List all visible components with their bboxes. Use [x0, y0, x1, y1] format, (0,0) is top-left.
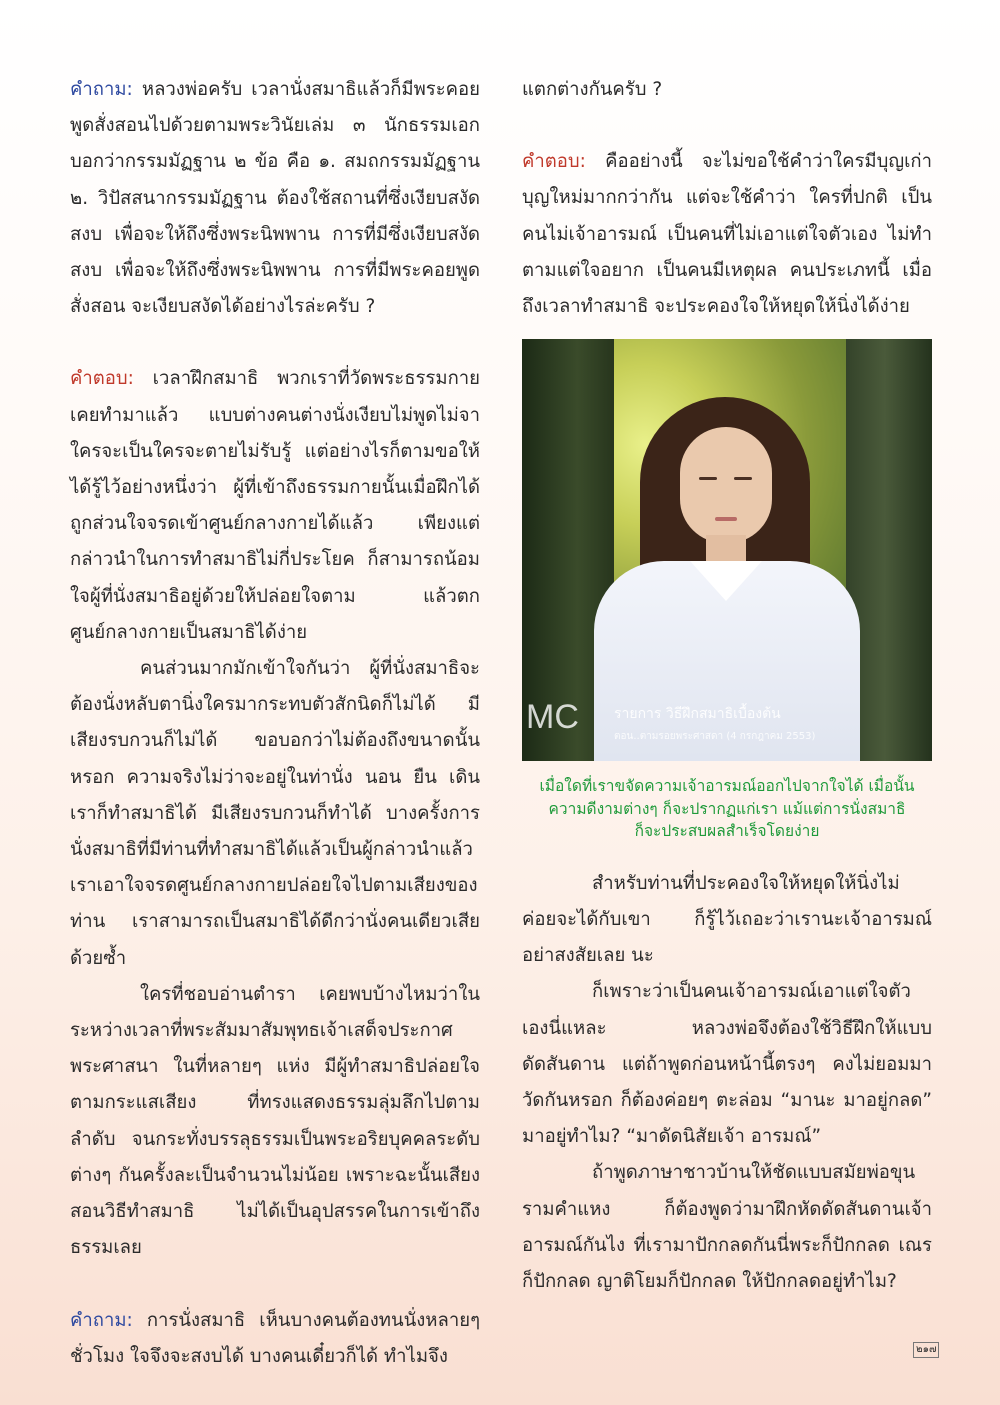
answer-2	[522, 144, 932, 325]
question-label: คำถาม:	[70, 79, 133, 100]
photo-watermark-subtitle: ตอน..ตามรอยพระศาสดา (4 กรกฎาคม 2553)	[614, 731, 816, 743]
paragraph: ถ้าพูดภาษาชาวบ้านให้ชัดแบบสมัยพ่อขุนรามคำแหง ก็ต้องพูดว่ามาฝึกหัดดัดสันดานเจ้าอารมณ์กันไง ที่เรามาปักกลดกันนี่พระก็ปักกลด เณรก็ปักกลด ญาติโยมก็ปักกลด ให้ปักกลดอยู่ทำไม?	[522, 1162, 932, 1292]
right-column	[522, 72, 932, 1300]
caption-line: ความดีงามต่างๆ ก็จะปรากฏแก่เรา แม้แต่การนั่งสมาธิ	[548, 799, 906, 818]
question-1	[70, 72, 480, 325]
photo-watermark-title: รายการ วิธีฝึกสมาธิเบื้องต้น	[614, 706, 781, 723]
caption-line: เมื่อใดที่เราขจัดความเจ้าอารมณ์ออกไปจากใจได้ เมื่อนั้น	[539, 777, 915, 796]
meditation-photo	[522, 339, 932, 761]
paragraph: สำหรับท่านที่ประคองใจให้หยุดให้นิ่งไม่ค่อยจะได้กับเขา ก็รู้ไว้เถอะว่าเรานะเจ้าอารมณ์ อย่าสงสัยเลย นะ	[522, 872, 932, 967]
answer-label: คำตอบ:	[70, 368, 134, 390]
answer-label: คำตอบ:	[522, 151, 586, 173]
paragraph: คนส่วนมากมักเข้าใจกันว่า ผู้ที่นั่งสมาธิจะต้องนั่งหลับตานิ่งใครมากระทบตัวสักนิดก็ไม่ได้ มีเสียงรบกวนก็ไม่ได้ ขอบอกว่าไม่ต้องถึงขนาดนั้นหรอก ความจริงไม่ว่าจะอยู่ในท่านั่ง นอน ยืน เดิน เราก็ทำสมาธิได้ มีเสียงรบกวนก็ทำได้ บางครั้งการนั่งสมาธิที่มีท่านที่ทำสมาธิได้แล้วเป็นผู้กล่าวนำแล้วเราเอาใจจรดศูนย์กลางกายปล่อยใจไปตามเสียงของท่าน เราสามารถเป็นสมาธิได้ดีกว่านั่งคนเดียวเสียด้วยซ้ำ	[70, 658, 480, 969]
question-text: หลวงพ่อครับ เวลานั่งสมาธิแล้วก็มีพระคอยพูดสั่งสอนไปด้วยตามพระวินัยเล่ม ๓ นักธรรมเอก บอกว่ากรรมมัฏฐาน ๒ ข้อ คือ ๑. สมถกรรมมัฏฐาน ๒. วิปัสสนากรรมมัฏฐาน ต้องใช้สถานที่ซึ่งเงียบสงัด สงบ เพื่อจะให้ถึงซึ่งพระนิพพาน การที่มีซึ่งเงียบสงัด สงบ เพื่อจะให้ถึงซึ่งพระนิพพาน การที่มีพระคอยพูดสั่งสอน จะเงียบสงัดได้อย่างไรล่ะครับ ?	[70, 79, 480, 318]
paragraph: ก็เพราะว่าเป็นคนเจ้าอารมณ์เอาแต่ใจตัวเองนี่แหละ หลวงพ่อจึงต้องใช้วิธีฝึกให้แบบดัดสันดาน แต่ถ้าพูดก่อนหน้านี้ตรงๆ คงไม่ยอมมาวัดกันหรอก ก็ต้องค่อยๆ ตะล่อม “มานะ มาอยู่กลด” มาอยู่ทำไม? “มาดัดนิสัยเจ้า อารมณ์”	[522, 981, 932, 1148]
page-number: ๒๑๗	[913, 1342, 939, 1358]
question-2	[70, 1303, 480, 1375]
photo-caption	[522, 775, 932, 843]
question-2-continued: แตกต่างกันครับ ?	[522, 79, 663, 100]
answer-text: คืออย่างนี้ จะไม่ขอใช้คำว่าใครมีบุญเก่าบุญใหม่มากกว่ากัน แต่จะใช้คำว่า ใครที่ปกติ เป็นคนไม่เจ้าอารมณ์ เป็นคนที่ไม่เอาแต่ใจตัวเอง ไม่ทำตามแต่ใจอยาก เป็นคนมีเหตุผล คนประเภทนี้ เมื่อถึงเวลาทำสมาธิ จะประคองใจให้หยุดให้นิ่งได้ง่าย	[522, 151, 932, 318]
left-column	[70, 72, 480, 1375]
photo-logo: MC	[526, 698, 579, 737]
answer-1	[70, 361, 480, 651]
answer-text: เวลาฝึกสมาธิ พวกเราที่วัดพระธรรมกายเคยทำมาแล้ว แบบต่างคนต่างนั่งเงียบไม่พูดไม่จา ใครจะเป็นใครจะตายไม่รับรู้ แต่อย่างไรก็ตามขอให้ได้รู้ไว้อย่างหนึ่งว่า ผู้ที่เข้าถึงธรรมกายนั้นเมื่อฝึกได้ถูกส่วนใจจรดเข้าศูนย์กลางกายได้แล้ว เพียงแต่กล่าวนำในการทำสมาธิไม่กี่ประโยค ก็สามารถน้อมใจผู้ที่นั่งสมาธิอยู่ด้วยให้ปล่อยใจตาม แล้วตกศูนย์กลางกายเป็นสมาธิได้ง่าย	[70, 368, 480, 643]
question-label: คำถาม:	[70, 1309, 133, 1331]
paragraph: ใครที่ชอบอ่านตำรา เคยพบบ้างไหมว่าในระหว่างเวลาที่พระสัมมาสัมพุทธเจ้าเสด็จประกาศพระศาสนา ในที่หลายๆ แห่ง มีผู้ทำสมาธิปล่อยใจตามกระแสเสียง ที่ทรงแสดงธรรมลุ่มลึกไปตามลำดับ จนกระทั่งบรรลุธรรมเป็นพระอริยบุคคลระดับต่างๆ กันครั้งละเป็นจำนวนไม่น้อย เพราะฉะนั้นเสียงสอนวิธีทำสมาธิ ไม่ได้เป็นอุปสรรคในการเข้าถึงธรรมเลย	[70, 983, 480, 1259]
question-text: การนั่งสมาธิ เห็นบางคนต้องทนนั่งหลายๆ ชั่วโมง ใจจึงจะสงบได้ บางคนเดี๋ยวก็ได้ ทำไมจึง	[70, 1309, 480, 1367]
caption-line: ก็จะประสบผลสำเร็จโดยง่าย	[634, 822, 820, 841]
